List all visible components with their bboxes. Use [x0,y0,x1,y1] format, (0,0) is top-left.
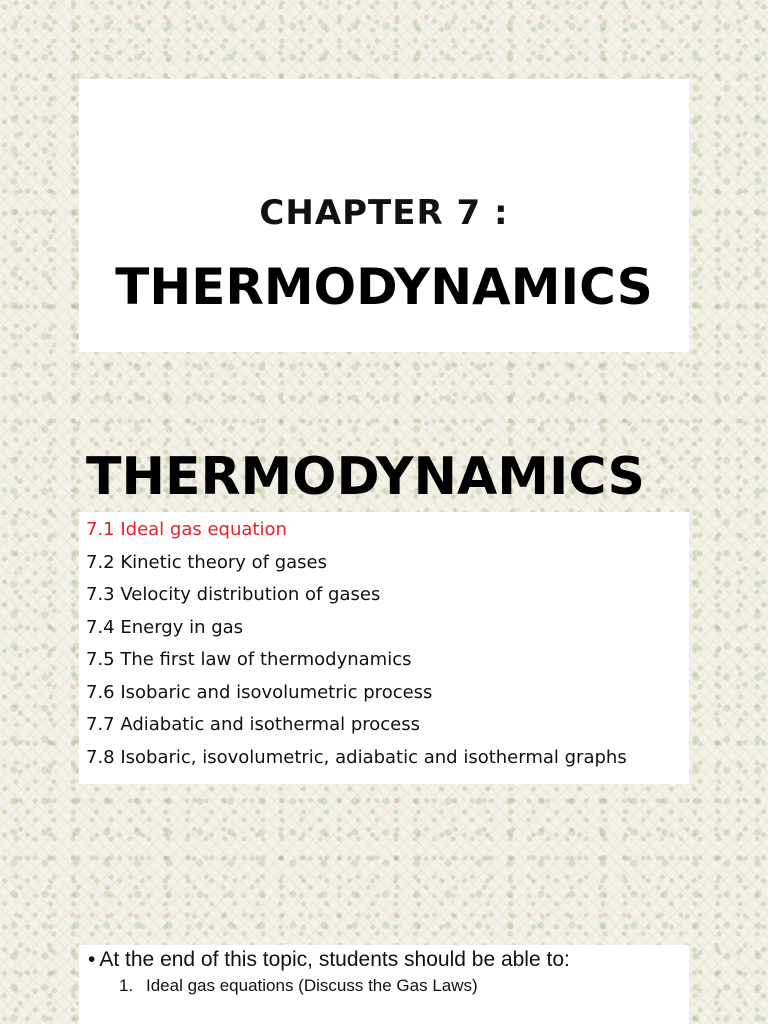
objectives-box [79,945,689,1024]
objective-number: 1. [119,976,134,995]
objective-item [119,976,478,996]
objectives-lead [88,948,570,972]
topic-item-7-3: 7.3 Velocity distribution of gases [86,584,381,605]
objectives-lead-text: At the end of this topic, students should be able to: [99,948,570,971]
bullet-icon: • [88,948,96,971]
topic-item-7-5: 7.5 The first law of thermodynamics [86,649,412,670]
topic-item-7-8: 7.8 Isobaric, isovolumetric, adiabatic and isothermal graphs [86,746,627,768]
topic-item-7-4: 7.4 Energy in gas [86,616,244,638]
topics-box [79,512,689,784]
topic-item-7-6: 7.6 Isobaric and isovolumetric process [86,681,433,703]
chapter-label: CHAPTER 7 : [259,193,509,233]
objective-text: Ideal gas equations (Discuss the Gas Laws) [146,976,478,995]
topic-item-7-1: 7.1 Ideal gas equation [86,519,287,540]
topic-item-7-7: 7.7 Adiabatic and isothermal process [86,714,420,735]
topic-item-7-2: 7.2 Kinetic theory of gases [86,551,327,573]
title-card [79,79,689,352]
topics-list [86,514,627,774]
chapter-title: THERMODYNAMICS [115,258,653,316]
topics-heading: THERMODYNAMICS [86,447,645,507]
